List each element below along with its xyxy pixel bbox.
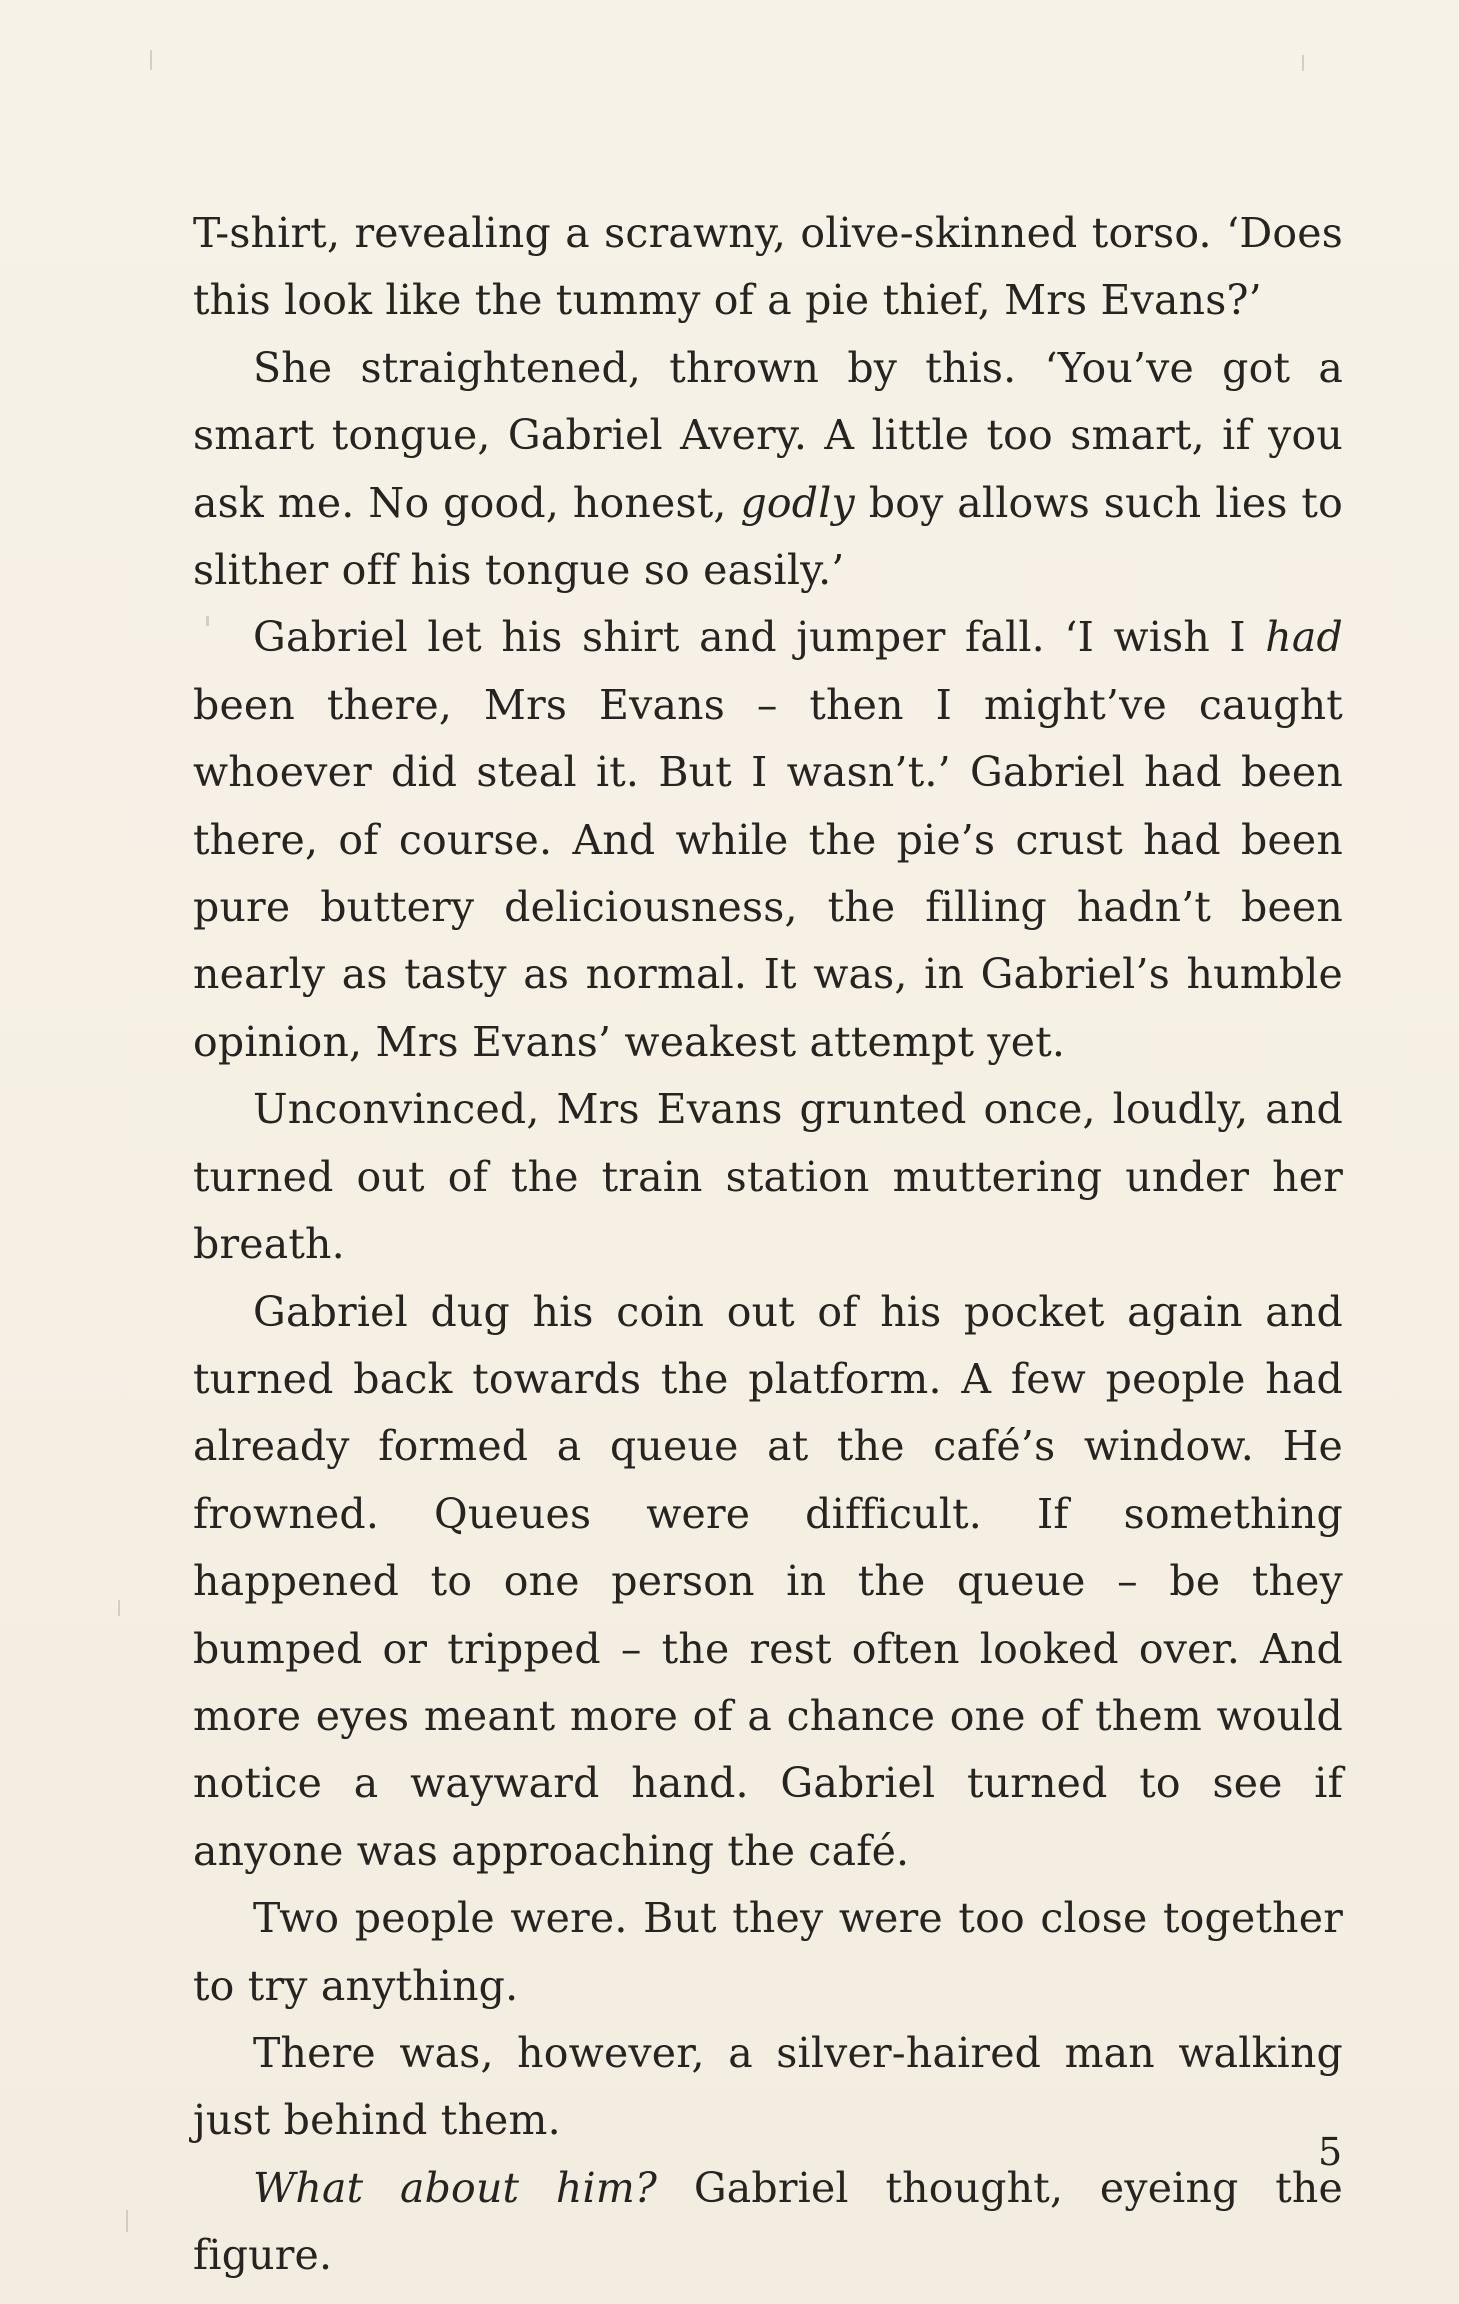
text-run: Two people were. But they were too close together to try anything. [193,1894,1343,2010]
paper-speck [150,50,152,70]
italic-text: godly [740,478,855,527]
paper-speck [126,2210,128,2232]
paragraph [193,2155,1343,2290]
text-run: She straightened, thrown by this. ‘You’ve got a smart tongue, Gabriel Avery. A little too smart, if you ask me. No good, honest, [193,343,1343,527]
body-text [193,200,1343,2290]
paragraph [193,604,1343,1076]
paper-speck [118,1600,120,1616]
page-number: 5 [1318,2130,1343,2174]
paragraph [193,1885,1343,2020]
italic-text: What about him? [253,2163,658,2212]
text-run: There was, however, a silver-haired man walking just behind them. [193,2028,1343,2145]
paper-speck [1302,55,1304,71]
text-run: Gabriel dug his coin out of his pocket again and turned back towards the platform. A few people had already formed a queue at the café’s window. He frowned. Queues were difficult. If something happened to one person in the queue – be they bumped or tripped – the rest often looked over. And more eyes meant more of a chance one of them would notice a wayward hand. Gabriel turned to see if anyone was approaching the café. [193,1287,1343,1875]
italic-text: had [1265,613,1343,662]
text-run: Gabriel let his shirt and jumper fall. ‘I wish I [253,613,1266,662]
paragraph [193,335,1343,605]
paragraph [193,1279,1343,1886]
paragraph [193,1076,1343,1278]
paragraph [193,2020,1343,2155]
text-run: T-shirt, revealing a scrawny, olive-skinned torso. ‘Does this look like the tummy of a pie thief, Mrs Evans?’ [193,209,1343,325]
paragraph [193,200,1343,335]
text-run: Gabriel thought, eyeing the figure. [193,2163,1343,2280]
text-run: boy allows such lies to slither off his tongue so easily.’ [193,478,1343,595]
text-run: been there, Mrs Evans – then I might’ve caught whoever did steal it. But I wasn’t.’ Gabriel had been there, of course. And while the pie’s crust had been pure buttery deliciousness, the filling hadn’t been nearly as tasty as normal. It was, in Gabriel’s humble opinion, Mrs Evans’ weakest attempt yet. [193,680,1343,1066]
text-run: Unconvinced, Mrs Evans grunted once, loudly, and turned out of the train station muttering under her breath. [193,1085,1343,1269]
